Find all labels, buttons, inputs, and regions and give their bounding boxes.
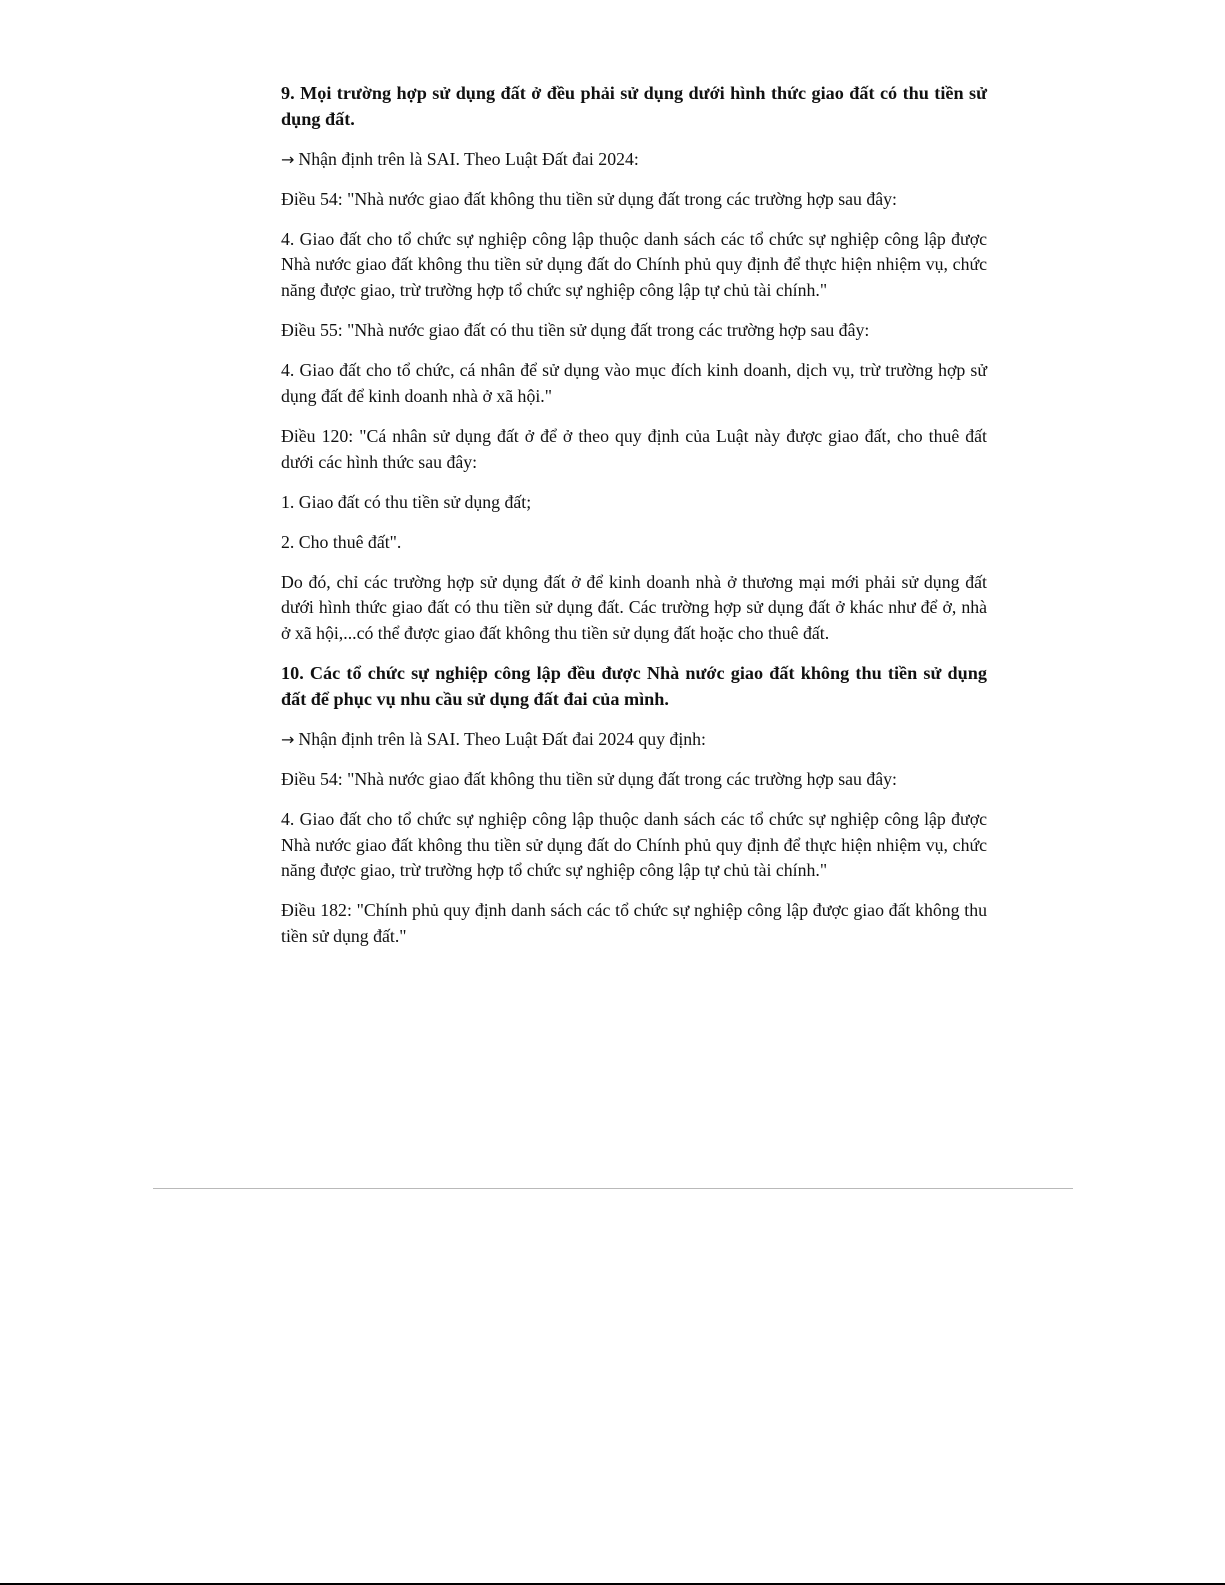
question-9-title: 9. Mọi trường hợp sử dụng đất ở đều phải sử dụng dưới hình thức giao đất có thu tiền sử dụng đất. bbox=[281, 83, 987, 129]
q10-article-54-item-4: 4. Giao đất cho tổ chức sự nghiệp công lập thuộc danh sách các tổ chức sự nghiệp công lập được Nhà nước giao đất không thu tiền sử dụng đất do Chính phủ quy định để thực hiện nhiệm vụ, chức năng được giao, trừ trường hợp tổ chức sự nghiệp công lập tự chủ tài chính." bbox=[281, 808, 987, 881]
q10-article-54: Điều 54: "Nhà nước giao đất không thu tiền sử dụng đất trong các trường hợp sau đây: bbox=[281, 768, 897, 789]
q9-article-54: Điều 54: "Nhà nước giao đất không thu tiền sử dụng đất trong các trường hợp sau đây: bbox=[281, 188, 897, 209]
q9-article-55: Điều 55: "Nhà nước giao đất có thu tiền sử dụng đất trong các trường hợp sau đây: bbox=[281, 320, 870, 341]
question-10-verdict bbox=[281, 727, 987, 753]
q9-article-54-item-4: 4. Giao đất cho tổ chức sự nghiệp công lập thuộc danh sách các tổ chức sự nghiệp công lập được Nhà nước giao đất không thu tiền sử dụng đất do Chính phủ quy định để thực hiện nhiệm vụ, chức năng được giao, trừ trường hợp tổ chức sự nghiệp công lập tự chủ tài chính." bbox=[281, 228, 987, 301]
page-divider bbox=[153, 1188, 1073, 1189]
arrow-right-icon: → bbox=[281, 729, 295, 749]
q9-article-120-item-2: 2. Cho thuê đất". bbox=[281, 531, 402, 552]
q9-article-55-item-4: 4. Giao đất cho tổ chức, cá nhân để sử dụng vào mục đích kinh doanh, dịch vụ, trừ trường hợp sử dụng đất để kinh doanh nhà ở xã hội." bbox=[281, 360, 987, 406]
arrow-right-icon: → bbox=[281, 149, 295, 169]
question-10-title: 10. Các tổ chức sự nghiệp công lập đều được Nhà nước giao đất không thu tiền sử dụng đất để phục vụ nhu cầu sử dụng đất đai của mình. bbox=[281, 663, 987, 709]
question-9-verdict bbox=[281, 147, 987, 173]
q10-article-182: Điều 182: "Chính phủ quy định danh sách các tổ chức sự nghiệp công lập được giao đất không thu tiền sử dụng đất." bbox=[281, 900, 987, 946]
document-body bbox=[281, 81, 987, 964]
question-9-verdict-text: Nhận định trên là SAI. Theo Luật Đất đai 2024: bbox=[298, 148, 639, 169]
question-10-verdict-text: Nhận định trên là SAI. Theo Luật Đất đai 2024 quy định: bbox=[298, 728, 706, 749]
q9-conclusion: Do đó, chỉ các trường hợp sử dụng đất ở để kinh doanh nhà ở thương mại mới phải sử dụng đất dưới hình thức giao đất có thu tiền sử dụng đất. Các trường hợp sử dụng đất ở khác như để ở, nhà ở xã hội,...có thể được giao đất không thu tiền sử dụng đất hoặc cho thuê đất. bbox=[281, 571, 987, 643]
q9-article-120-item-1: 1. Giao đất có thu tiền sử dụng đất; bbox=[281, 491, 532, 512]
q9-article-120: Điều 120: "Cá nhân sử dụng đất ở để ở theo quy định của Luật này được giao đất, cho thuê đất dưới các hình thức sau đây: bbox=[281, 425, 987, 472]
